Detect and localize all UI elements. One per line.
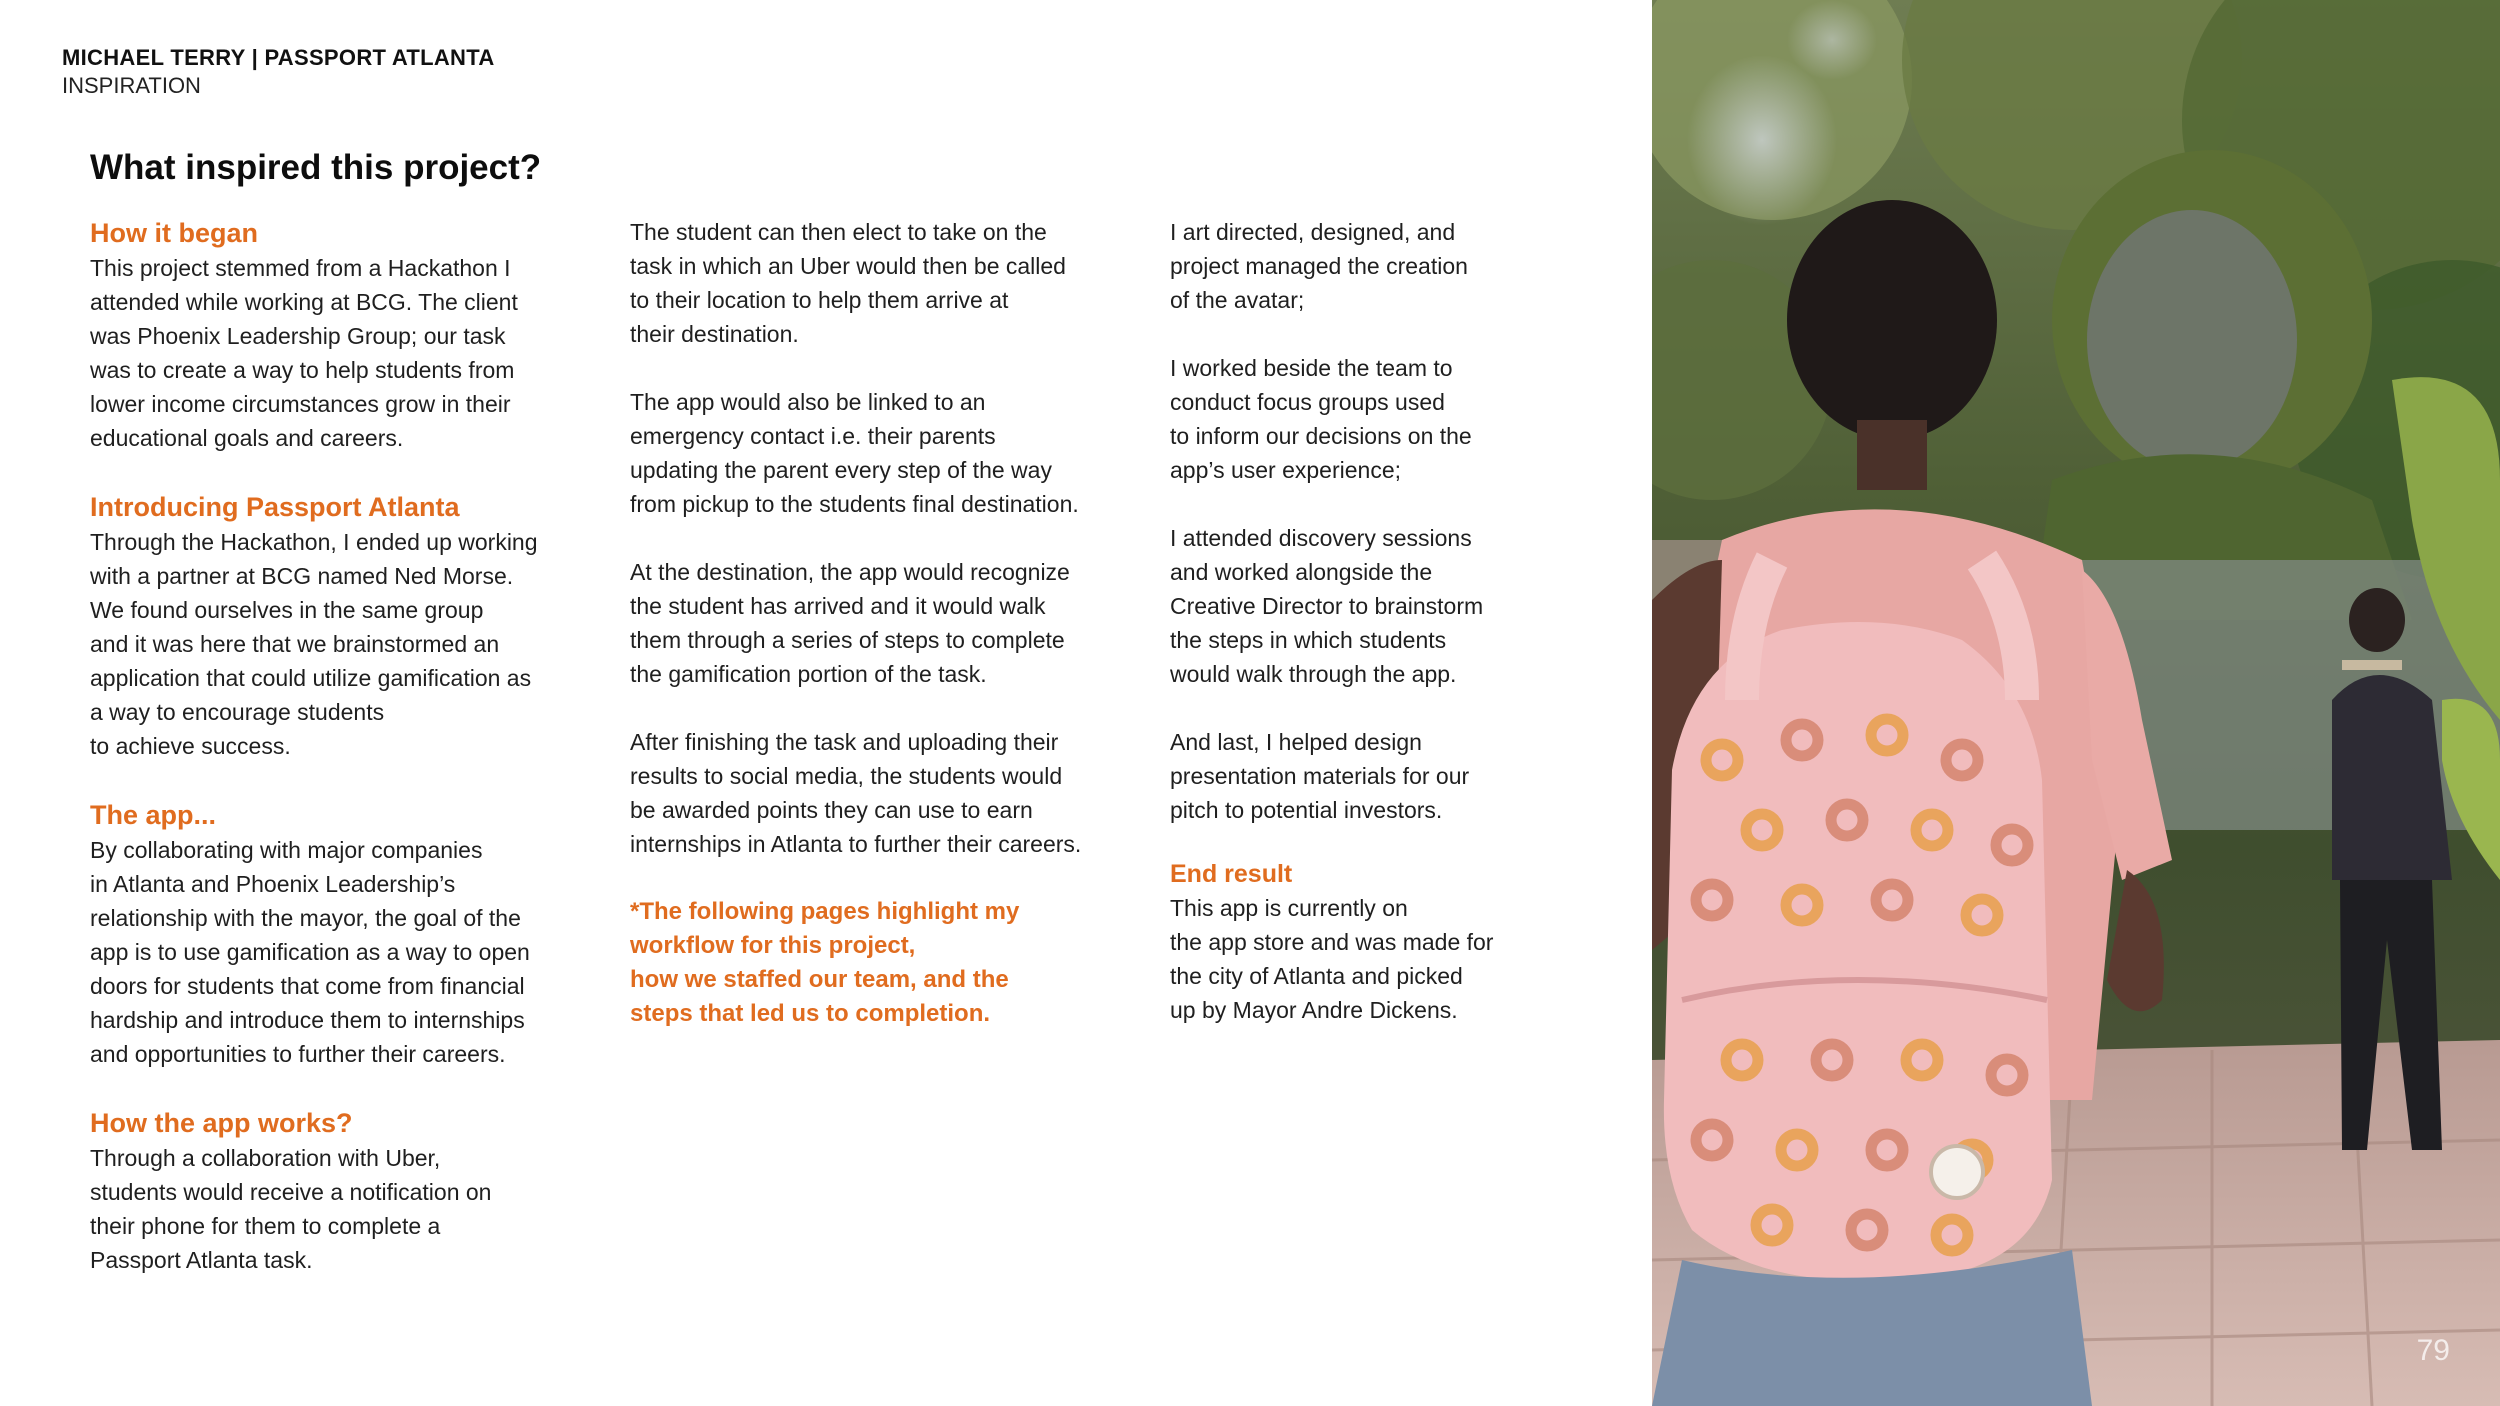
- heading-the-app: The app...: [90, 800, 217, 830]
- paragraph-end-result: This app is currently on the app store and was made for the city of Atlanta and picked up by Mayor Andre Dickens.: [1170, 895, 1494, 1023]
- paragraph-emergency-contact: The app would also be linked to an emergency contact i.e. their parents updating the parent every step of the way from pickup to the students final destination.: [630, 389, 1079, 517]
- highlight-note: *The following pages highlight my workflow for this project, how we staffed our team, and the steps that led us to completion.: [630, 898, 1020, 1027]
- paragraph-introducing: Through the Hackathon, I ended up working with a partner at BCG named Ned Morse. We found ourselves in the same group and it was here that we brainstormed an application that could utilize gamification as a way to encourage students to achieve success.: [90, 529, 538, 759]
- paragraph-points: After finishing the task and uploading their results to social media, the students would be awarded points they can use to earn internships in Atlanta to further their careers.: [630, 729, 1082, 857]
- paragraph-uber-task: The student can then elect to take on the task in which an Uber would then be called to their location to help them arrive at their destination.: [630, 219, 1066, 347]
- paragraph-focus-groups: I worked beside the team to conduct focus groups used to inform our decisions on the app’s user experience;: [1170, 355, 1472, 483]
- paragraph-discovery: I attended discovery sessions and worked alongside the Creative Director to brainstorm the steps in which students would walk through the app.: [1170, 525, 1484, 687]
- heading-how-app-works: How the app works?: [90, 1108, 353, 1138]
- paragraph-how-app-works: Through a collaboration with Uber, students would receive a notification on their phone for them to complete a Passport Atlanta task.: [90, 1145, 492, 1273]
- page-title: What inspired this project?: [90, 148, 542, 187]
- text-column-2: [630, 215, 1140, 1031]
- paragraph-the-app: By collaborating with major companies in Atlanta and Phoenix Leadership’s relationship with the mayor, the goal of the app is to use gamification as a way to open doors for students that come from financial hardship and introduce them to internships and opportunities to further their careers.: [90, 837, 530, 1067]
- paragraph-destination: At the destination, the app would recognize the student has arrived and it would walk them through a series of steps to complete the gamification portion of the task.: [630, 559, 1070, 687]
- paragraph-presentation: And last, I helped design presentation materials for our pitch to potential investors.: [1170, 729, 1470, 823]
- text-column-3: [1170, 215, 1590, 1027]
- hero-photo: [1652, 0, 2500, 1406]
- paragraph-art-direction: I art directed, designed, and project managed the creation of the avatar;: [1170, 219, 1468, 313]
- text-column-1: [90, 215, 590, 1277]
- page-number: 79: [2416, 1334, 2450, 1367]
- heading-how-it-began: How it began: [90, 218, 258, 248]
- author-name: MICHAEL TERRY | PASSPORT ATLANTA: [62, 45, 495, 70]
- section-label: INSPIRATION: [62, 73, 201, 98]
- heading-end-result: End result: [1170, 860, 1293, 888]
- paragraph-how-it-began: This project stemmed from a Hackathon I attended while working at BCG. The client was Phoenix Leadership Group; our task was to create a way to help students from lower income circumstances grow in their educational goals and careers.: [90, 255, 518, 451]
- heading-introducing: Introducing Passport Atlanta: [90, 492, 460, 522]
- page-header: [62, 44, 495, 100]
